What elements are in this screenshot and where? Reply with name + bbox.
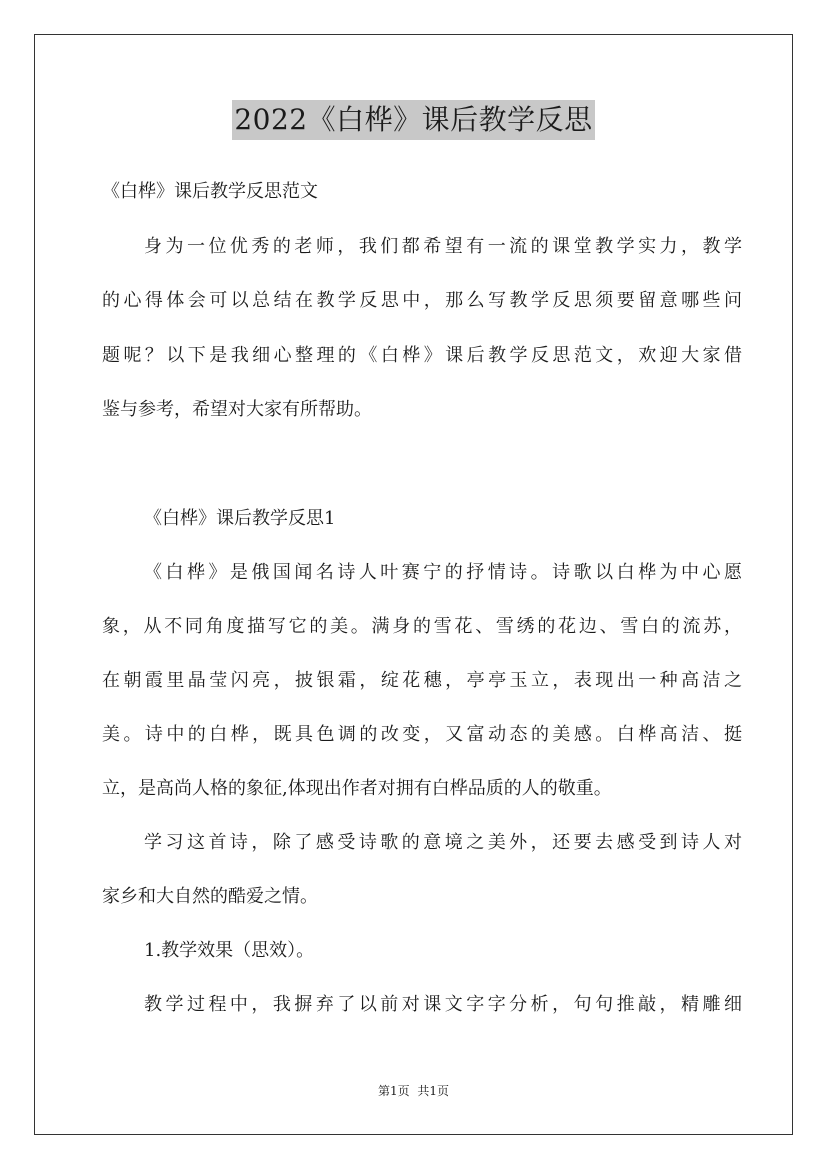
title-block [0,100,827,140]
document-title: 2022《白桦》课后教学反思 [232,100,594,140]
page-footer [0,1083,827,1099]
paragraph-line: 的心得体会可以总结在教学反思中，那么写教学反思须要留意哪些问 [102,290,742,311]
paragraph-line: 象，从不同角度描写它的美。满身的雪花、雪绣的花边、雪白的流苏， [102,616,742,637]
numbered-heading: 1.教学效果（思效）。 [144,940,315,961]
paragraph-line: 鉴与参考，希望对大家有所帮助。 [102,399,372,420]
paragraph-line: 身为一位优秀的老师，我们都希望有一流的课堂教学实力，教学 [144,236,742,257]
paragraph-line: 立，是高尚人格的象征,体现出作者对拥有白桦品质的人的敬重。 [102,778,612,799]
paragraph-line: 《白桦》是俄国闻名诗人叶赛宁的抒情诗。诗歌以白桦为中心愿 [144,562,742,583]
paragraph-line: 在朝霞里晶莹闪亮，披银霜，绽花穗，亭亭玉立，表现出一种高洁之 [102,670,742,691]
paragraph-line: 美。诗中的白桦，既具色调的改变，又富动态的美感。白桦高洁、挺 [102,724,742,745]
paragraph-line: 学习这首诗，除了感受诗歌的意境之美外，还要去感受到诗人对 [144,832,742,853]
paragraph-line: 家乡和大自然的酷爱之情。 [102,886,318,907]
section-heading: 《白桦》课后教学反思1 [144,508,336,529]
paragraph-line: 题呢？以下是我细心整理的《白桦》课后教学反思范文，欢迎大家借 [102,345,742,366]
document-subtitle: 《白桦》课后教学反思范文 [102,181,318,202]
page-number: 第1页 [377,1084,410,1098]
paragraph-line: 教学过程中，我摒弃了以前对课文字字分析，句句推敲，精雕细 [144,994,742,1015]
page-total: 共1页 [417,1084,450,1098]
